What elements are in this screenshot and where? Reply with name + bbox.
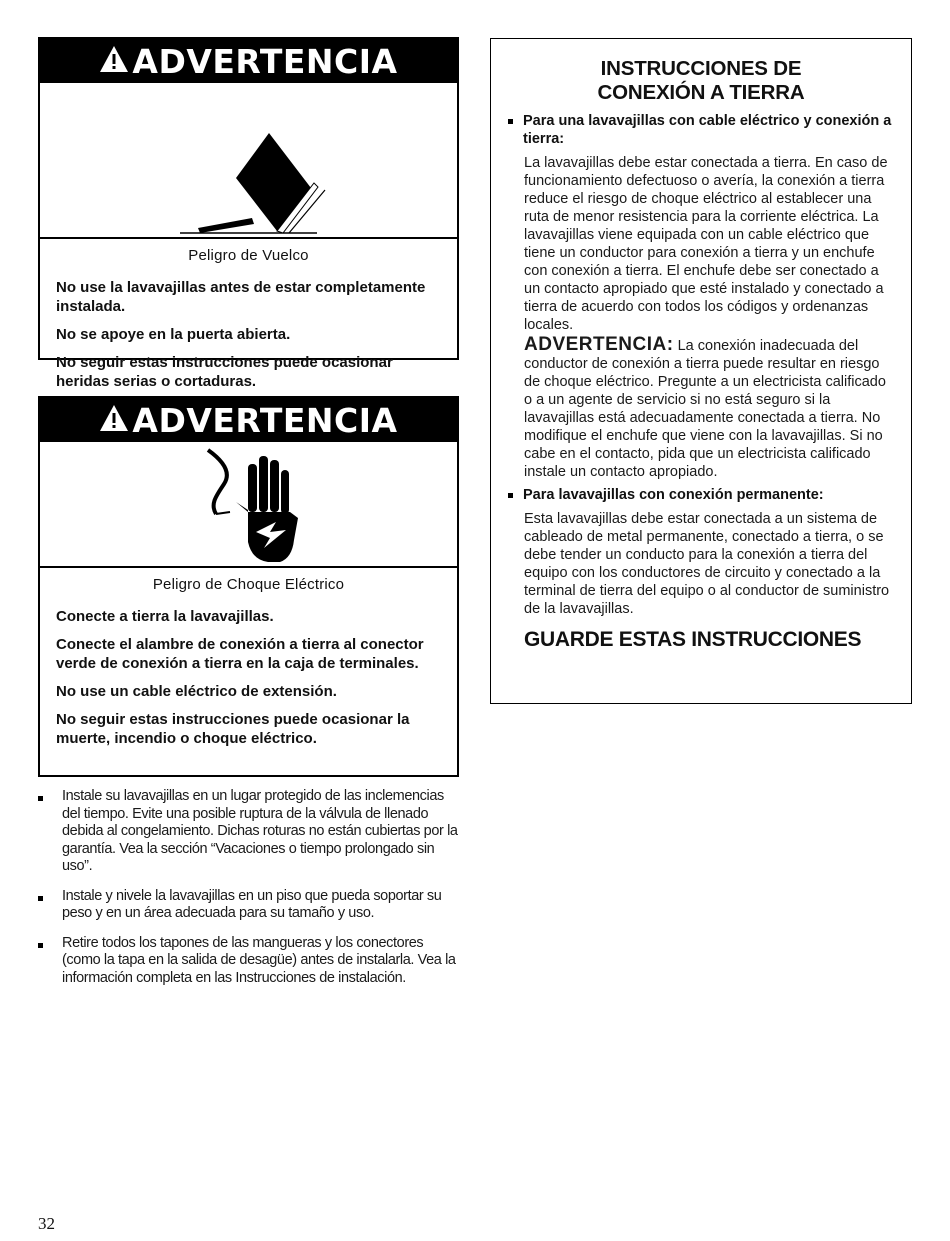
save-instructions-heading: GUARDE ESTAS INSTRUCCIONES xyxy=(524,628,862,651)
grounding-instructions-box xyxy=(490,38,912,704)
grounding-warning-text: ADVERTENCIA: La conexión inadecuada del conductor de conexión a tierra puede resultar en riesgo de choque eléctrico. Pregunte a un electricista calificado o a un agente de servicio si no está seguro si la lavavajillas está adecuadamente conectada a tierra. No modifique el enchufe que viene con la lavavajillas. Si no cabe en el contacto, pida que un electricista calificado instale un contacto apropiado. xyxy=(524,334,886,480)
warning-item: No seguir estas instrucciones puede ocasionar la muerte, incendio o choque eléctrico. xyxy=(56,711,410,747)
hazard-caption: Peligro de Vuelco xyxy=(188,247,309,264)
warning-item: Conecte a tierra la lavavajillas. xyxy=(56,608,274,625)
hazard-caption: Peligro de Choque Eléctrico xyxy=(152,576,345,593)
tip-over-illustration xyxy=(40,83,457,239)
bullet-icon xyxy=(38,943,43,948)
grounding-title: INSTRUCCIONES DE CONEXIÓN A TIERRA xyxy=(597,57,805,104)
permanent-connection-text: Esta lavavajillas debe estar conectada a un sistema de cableado de metal permanente, conectado a tierra, o se debe tender un conducto para la conexión a tierra del equipo con los conductores de circuito y conectado a la terminal de tierra del equipo o al conductor de suministro de la lavavajillas. xyxy=(524,511,890,617)
installation-notes-list xyxy=(38,788,458,999)
permanent-connection-heading: Para lavavajillas con conexión permanente: xyxy=(491,486,911,504)
bullet-icon xyxy=(508,493,513,498)
electric-shock-warning-box xyxy=(38,396,459,777)
warning-header-text: ADVERTENCIA xyxy=(132,41,398,81)
advertencia-label: ADVERTENCIA: xyxy=(524,334,674,355)
warning-triangle-icon xyxy=(99,401,129,440)
bullet-icon xyxy=(38,796,43,801)
cord-connected-text: La lavavajillas debe estar conectada a tierra. En caso de funcionamiento defectuoso o avería, la conexión a tierra reduce el riesgo de choque eléctrico al establecer una ruta de menor resistencia para la corriente eléctrica. La lavavajillas viene equipada con un cable eléctrico que tiene un conductor para conexión a tierra y un enchufe con conexión a tierra. El enchufe debe ser conectado a un contacto apropiado que esté instalado y conectado a tierra de acuerdo con todos los códigos y ordenanzas locales. xyxy=(524,155,888,333)
tip-over-warning-box xyxy=(38,37,459,390)
warning-header xyxy=(40,39,457,83)
bullet-icon xyxy=(508,119,513,124)
warning-item: No seguir estas instrucciones puede ocasionar heridas serias o cortaduras. xyxy=(56,354,393,390)
list-item: Instale y nivele la lavavajillas en un piso que pueda soportar su peso y en un área adecuada para su tamaño y uso. xyxy=(38,888,458,923)
page-number: 32 xyxy=(38,1214,55,1233)
electric-shock-illustration xyxy=(40,442,457,568)
list-item: Retire todos los tapones de las mangueras y los conectores (como la tapa en la salida de desagüe) antes de instalarla. Vea la información completa en las Instrucciones de instalación. xyxy=(38,935,458,988)
warning-header xyxy=(40,398,457,442)
bullet-icon xyxy=(38,896,43,901)
cord-connected-heading: Para una lavavajillas con cable eléctrico y conexión a tierra: xyxy=(491,112,911,148)
warning-item: No use un cable eléctrico de extensión. xyxy=(56,683,337,700)
warning-item: No se apoye en la puerta abierta. xyxy=(56,326,291,343)
warning-item: No use la lavavajillas antes de estar completamente instalada. xyxy=(56,279,426,315)
warning-header-text: ADVERTENCIA xyxy=(132,400,398,440)
list-item: Instale su lavavajillas en un lugar protegido de las inclemencias del tiempo. Evite una posible ruptura de la válvula de llenado debida al congelamiento. Dichas roturas no están cubiertas por la garantía. Vea la sección “Vacaciones o tiempo prolongado sin uso”. xyxy=(38,788,458,876)
warning-item: Conecte el alambre de conexión a tierra al conector verde de conexión a tierra en la caja de terminales. xyxy=(56,636,424,672)
warning-triangle-icon xyxy=(99,42,129,81)
